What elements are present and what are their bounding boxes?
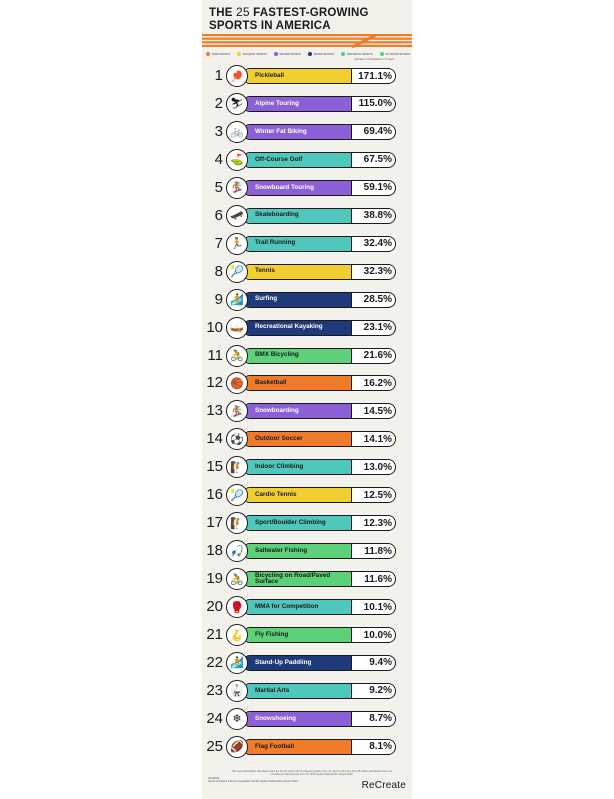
road-cyclist-icon: 🚴 (226, 568, 248, 590)
ranking-row (202, 568, 412, 590)
sport-bar (242, 431, 396, 447)
alpine-skis-icon: ⛷ (226, 93, 248, 115)
sport-name: Basketball (255, 379, 287, 387)
sport-bar (242, 96, 396, 112)
rank-number: 20 (206, 598, 223, 616)
basketball-hoop-icon: 🏀 (226, 372, 248, 394)
rank-number: 23 (206, 681, 223, 699)
growth-value: 11.6% (364, 573, 392, 585)
sport-name: Stand-Up Paddling (255, 658, 312, 666)
sport-bar (242, 208, 396, 224)
snowboarder-icon: 🏂 (226, 400, 248, 422)
growth-value: 21.6% (363, 350, 392, 361)
sport-bar (242, 655, 396, 671)
football-icon: 🏈 (226, 736, 248, 758)
ranking-row (202, 736, 412, 758)
sport-bar (242, 543, 396, 559)
rank-number: 11 (207, 346, 223, 364)
legend-item (380, 51, 410, 57)
ranking-row (202, 428, 412, 450)
kayak-icon: 🛶 (226, 317, 248, 339)
sport-name: BMX Bicycling (255, 351, 299, 359)
mma-glove-icon: 🥊 (226, 596, 248, 618)
sport-name: Flag Football (255, 742, 295, 750)
legend-label: WATER SPORTS (313, 52, 335, 56)
growth-value: 67.5% (363, 154, 392, 166)
growth-value: 9.4% (369, 657, 392, 669)
ranking-row (202, 708, 412, 730)
sport-name: Martial Arts (255, 686, 290, 694)
ranking-row (202, 177, 412, 199)
legend-swatch (308, 52, 312, 56)
growth-value: 59.1% (363, 182, 392, 194)
ranking-row (202, 233, 412, 255)
rank-number: 22 (206, 653, 223, 671)
growth-value: 12.3% (363, 517, 392, 529)
footnote: We used participation rate data to rank the top 25 sports with the largest growth in the US. Sports with more than 25 million participants were not considered. Data sourced from the SFIA Topline Participation Report 2022. (232, 770, 392, 776)
skateboarder-icon: 🛹 (226, 205, 248, 227)
sport-name: Indoor Climbing (255, 463, 304, 470)
legend-item (274, 51, 301, 57)
ranking-row (202, 317, 412, 339)
rank-number: 24 (206, 709, 223, 727)
rank-number: 2 (214, 94, 223, 112)
rank-number: 19 (206, 570, 223, 588)
fly-fishing-hook-icon: 🪝 (226, 624, 248, 646)
rank-number: 6 (214, 206, 223, 224)
sport-bar (242, 739, 396, 755)
growth-value: 8.1% (369, 741, 392, 753)
sport-bar (242, 320, 396, 336)
sport-name: MMA for Competition (255, 602, 319, 610)
growth-value: 9.2% (369, 685, 392, 697)
legend-item (237, 51, 266, 57)
sport-name: Sport/Boulder Climbing (255, 518, 326, 526)
growth-value: 10.1% (363, 601, 392, 613)
sport-name: Off-Course Golf (255, 155, 303, 163)
growth-value: 28.5% (363, 294, 392, 306)
fishing-boat-icon: 🎣 (226, 540, 248, 562)
martial-arts-kick-icon: 🥋 (226, 680, 248, 702)
sport-bar (242, 627, 396, 643)
legend-item (341, 51, 372, 57)
sport-bar (242, 487, 396, 503)
sport-bar (242, 683, 396, 699)
legend-label: INDIVIDUAL SPORTS (346, 52, 373, 56)
sport-bar (242, 515, 396, 531)
growth-value: 10.0% (363, 629, 392, 641)
growth-value: 14.1% (363, 433, 392, 445)
legend-swatch (206, 52, 210, 56)
legend-label: TEAM SPORTS (211, 52, 231, 56)
tennis-balls-icon: 🎾 (226, 484, 248, 506)
legend (206, 51, 410, 57)
growth-value: 115.0% (358, 98, 392, 110)
sport-name: Snowboarding (255, 407, 299, 415)
ranking-row (202, 540, 412, 562)
legend-item (308, 51, 334, 57)
ranking-row (202, 345, 412, 367)
sport-name: Fly Fishing (255, 630, 289, 638)
rank-number: 16 (206, 486, 223, 504)
sport-name: Outdoor Soccer (255, 435, 303, 443)
legend-swatch (380, 52, 384, 56)
ranking-row (202, 65, 412, 87)
ranking-row (202, 205, 412, 227)
legend-label: OUTDOOR SPORTS (385, 52, 410, 56)
legend-label: WINTER SPORTS (279, 52, 302, 56)
sport-bar (242, 264, 396, 280)
growth-value: 38.8% (363, 210, 392, 222)
ranking-row (202, 596, 412, 618)
legend-swatch (341, 52, 345, 56)
legend-label: RACQUET SPORTS (242, 52, 267, 56)
rank-number: 14 (206, 430, 223, 448)
snowboard-mountain-icon: 🏂 (226, 177, 248, 199)
sport-name: Alpine Touring (255, 99, 299, 107)
title-line-2: SPORTS IN AMERICA (209, 20, 331, 32)
ranking-row (202, 372, 412, 394)
sport-bar (242, 459, 396, 475)
growth-value: 23.1% (363, 322, 392, 334)
rank-number: 17 (206, 514, 223, 532)
legend-swatch (274, 52, 278, 56)
sport-bar (242, 152, 396, 168)
rank-number: 10 (206, 318, 223, 336)
golf-flag-icon: ⛳ (226, 149, 248, 171)
rank-number: 1 (214, 67, 223, 84)
rank-number: 12 (206, 374, 223, 392)
growth-value: 32.3% (363, 266, 392, 278)
soccer-ball-icon: ⚽ (226, 428, 248, 450)
sport-bar (242, 599, 396, 615)
sport-bar (242, 292, 396, 308)
sport-bar (242, 348, 396, 364)
ranking-row (202, 289, 412, 311)
growth-value: 14.5% (363, 405, 392, 417)
surfer-icon: 🏄 (226, 289, 248, 311)
ranking-row (202, 93, 412, 115)
infographic-poster (202, 0, 412, 799)
sport-name: Skateboarding (255, 211, 299, 219)
sport-name: Pickleball (255, 71, 285, 79)
source-text: Sports & Fitness Industry Association (SFIA) Topline Participation Report 2022 (208, 780, 298, 784)
title-number: 25 (236, 5, 250, 19)
ranking-row (202, 680, 412, 702)
growth-value: 171.1% (358, 70, 392, 82)
sport-name: Trail Running (255, 239, 296, 247)
bmx-bike-icon: 🚴 (226, 345, 248, 367)
sport-name: Bicycling on Road/Paved Surface (255, 571, 331, 586)
title-line-1 (209, 5, 369, 19)
growth-value: 8.7% (369, 713, 392, 725)
title-prefix: THE (209, 7, 233, 19)
growth-value: 32.4% (363, 238, 392, 250)
brand-logo-text: ReCreate (361, 780, 406, 791)
column-note: Increase in Participation in 5 Years (354, 58, 394, 61)
trail-runner-icon: 🏃 (226, 233, 248, 255)
paddleboard-icon: 🏄 (226, 652, 248, 674)
rank-number: 9 (214, 290, 223, 308)
growth-value: 16.2% (363, 377, 392, 389)
growth-value: 13.0% (363, 461, 392, 473)
title-block (202, 0, 412, 50)
sport-name: Snowboard Touring (255, 183, 314, 191)
sport-bar (242, 68, 396, 84)
legend-swatch (237, 52, 241, 56)
legend-item (206, 51, 230, 57)
rank-number: 18 (206, 542, 223, 560)
sport-bar (242, 403, 396, 419)
sport-name: Winter Fat Biking (255, 127, 307, 135)
rank-number: 3 (214, 122, 223, 140)
tennis-racket-icon: 🎾 (226, 261, 248, 283)
climbing-wall-icon: 🧗 (226, 456, 248, 478)
sport-bar (242, 571, 396, 587)
growth-value: 12.5% (363, 489, 392, 501)
rank-number: 13 (206, 402, 223, 420)
ranking-row (202, 484, 412, 506)
sport-bar (242, 711, 396, 727)
rank-number: 15 (206, 458, 223, 476)
rank-number: 21 (206, 626, 223, 643)
sport-bar (242, 180, 396, 196)
ranking-row (202, 624, 412, 646)
sport-name: Tennis (255, 267, 275, 275)
sport-bar (242, 124, 396, 140)
rank-number: 8 (214, 262, 223, 280)
ranking-row (202, 121, 412, 143)
pickleball-paddle-icon: 🏓 (226, 65, 248, 87)
rank-number: 25 (206, 737, 223, 755)
source-block (208, 777, 318, 783)
rank-number: 7 (214, 234, 223, 252)
ranking-row (202, 400, 412, 422)
ranking-row (202, 261, 412, 283)
growth-value: 69.4% (363, 126, 392, 138)
sport-bar (242, 375, 396, 391)
ranking-row (202, 512, 412, 534)
snowshoes-icon: ❄ (226, 708, 248, 730)
ranking-row (202, 149, 412, 171)
rank-number: 4 (214, 150, 223, 168)
sport-name: Surfing (255, 295, 278, 303)
source-label: SOURCE: (208, 777, 220, 780)
rank-number: 5 (214, 178, 223, 196)
boulder-climber-icon: 🧗 (226, 512, 248, 534)
sport-name: Saltwater Fishing (255, 546, 308, 554)
sport-name: Snowshoeing (255, 714, 296, 722)
ranking-row (202, 652, 412, 674)
title-line-1-rest: FASTEST-GROWING (253, 7, 369, 19)
sport-bar (242, 236, 396, 252)
fat-bike-icon: 🚲 (226, 121, 248, 143)
ranking-row (202, 456, 412, 478)
sport-name: Recreational Kayaking (255, 323, 323, 331)
title-stripes-arrow-graphic (202, 34, 412, 48)
growth-value: 11.8% (364, 545, 392, 557)
sport-name: Cardio Tennis (255, 490, 297, 498)
